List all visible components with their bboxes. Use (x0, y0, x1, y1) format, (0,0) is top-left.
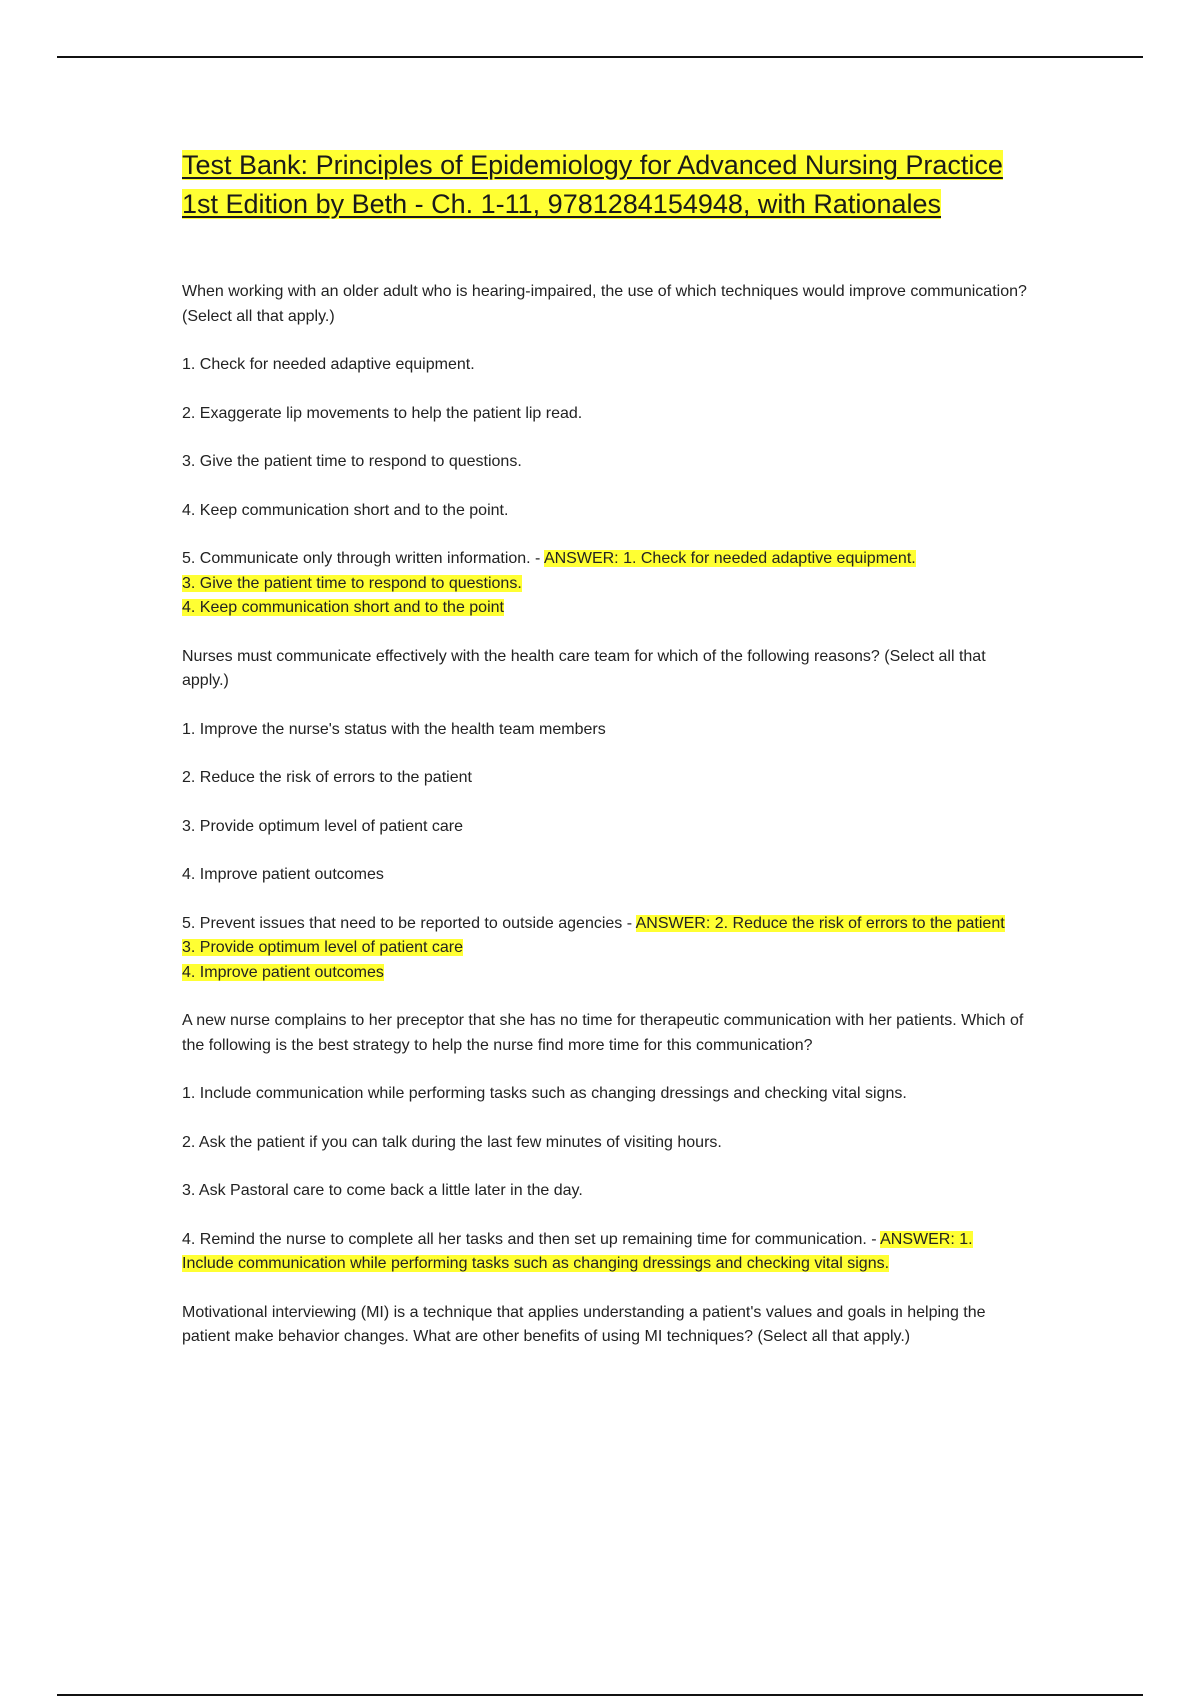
answer-option: 4. Keep communication short and to the point. (182, 501, 509, 519)
top-rule (57, 56, 1143, 58)
answer-option-text: 5. Communicate only through written information. - (182, 550, 544, 567)
answer-option: 4. Improve patient outcomes (182, 866, 384, 883)
answer-option-with-answer (182, 1228, 1027, 1277)
answer-option: 2. Exaggerate lip movements to help the patient lip read. (182, 404, 583, 422)
answer-option: 1. Include communication while performing tasks such as changing dressings and checking vital signs. (182, 1085, 907, 1102)
document-title: Test Bank: Principles of Epidemiology for Advanced Nursing Practice 1st Edition by Beth - Ch. 1-11, 9781284154948, with Rationales (182, 150, 1003, 219)
question-stem: A new nurse complains to her preceptor that she has no time for therapeutic communication with her patients. Which of the following is the best strategy to help the nurse find more time for this communication? (182, 1012, 1024, 1054)
answer-option: 2. Ask the patient if you can talk during the last few minutes of visiting hours. (182, 1133, 722, 1151)
answer-option: 3. Ask Pastoral care to come back a little later in the day. (182, 1182, 583, 1199)
highlighted-answer: 3. Provide optimum level of patient care (182, 939, 464, 956)
highlighted-answer: 3. Give the patient time to respond to questions. (182, 574, 522, 592)
answer-option-text: 4. Remind the nurse to complete all her tasks and then set up remaining time for communication. - (182, 1230, 881, 1248)
highlighted-answer: ANSWER: 1. Include communication while performing tasks such as changing dressings and checking vital signs. (182, 1230, 973, 1272)
answer-option: 3. Provide optimum level of patient care (182, 817, 464, 835)
answer-option: 3. Give the patient time to respond to questions. (182, 453, 522, 470)
answer-option-text: 5. Prevent issues that need to be reported to outside agencies - (182, 914, 636, 932)
document-body (182, 146, 1027, 1374)
highlighted-answer: 4. Improve patient outcomes (182, 963, 384, 981)
answer-option-with-answer (182, 912, 1027, 986)
answer-option: 1. Improve the nurse's status with the health team members (182, 720, 606, 738)
question-stem: Nurses must communicate effectively with the health care team for which of the following reasons? (Select all that apply.) (182, 647, 986, 689)
highlighted-answer: ANSWER: 2. Reduce the risk of errors to the patient (635, 914, 1005, 932)
bottom-rule (57, 1694, 1143, 1696)
question-stem: When working with an older adult who is hearing-impaired, the use of which techniques would improve communication? (Select all that apply.) (182, 283, 1027, 325)
highlighted-answer: ANSWER: 1. Check for needed adaptive equipment. (543, 550, 916, 567)
highlighted-answer: 4. Keep communication short and to the point (182, 599, 504, 616)
answer-option-with-answer (182, 547, 1027, 621)
answer-option: 2. Reduce the risk of errors to the patient (182, 769, 472, 786)
answer-option: 1. Check for needed adaptive equipment. (182, 356, 475, 373)
question-stem: Motivational interviewing (MI) is a technique that applies understanding a patient's values and goals in helping the patient make behavior changes. What are other benefits of using MI techniques? (Select all that apply.) (182, 1303, 986, 1345)
